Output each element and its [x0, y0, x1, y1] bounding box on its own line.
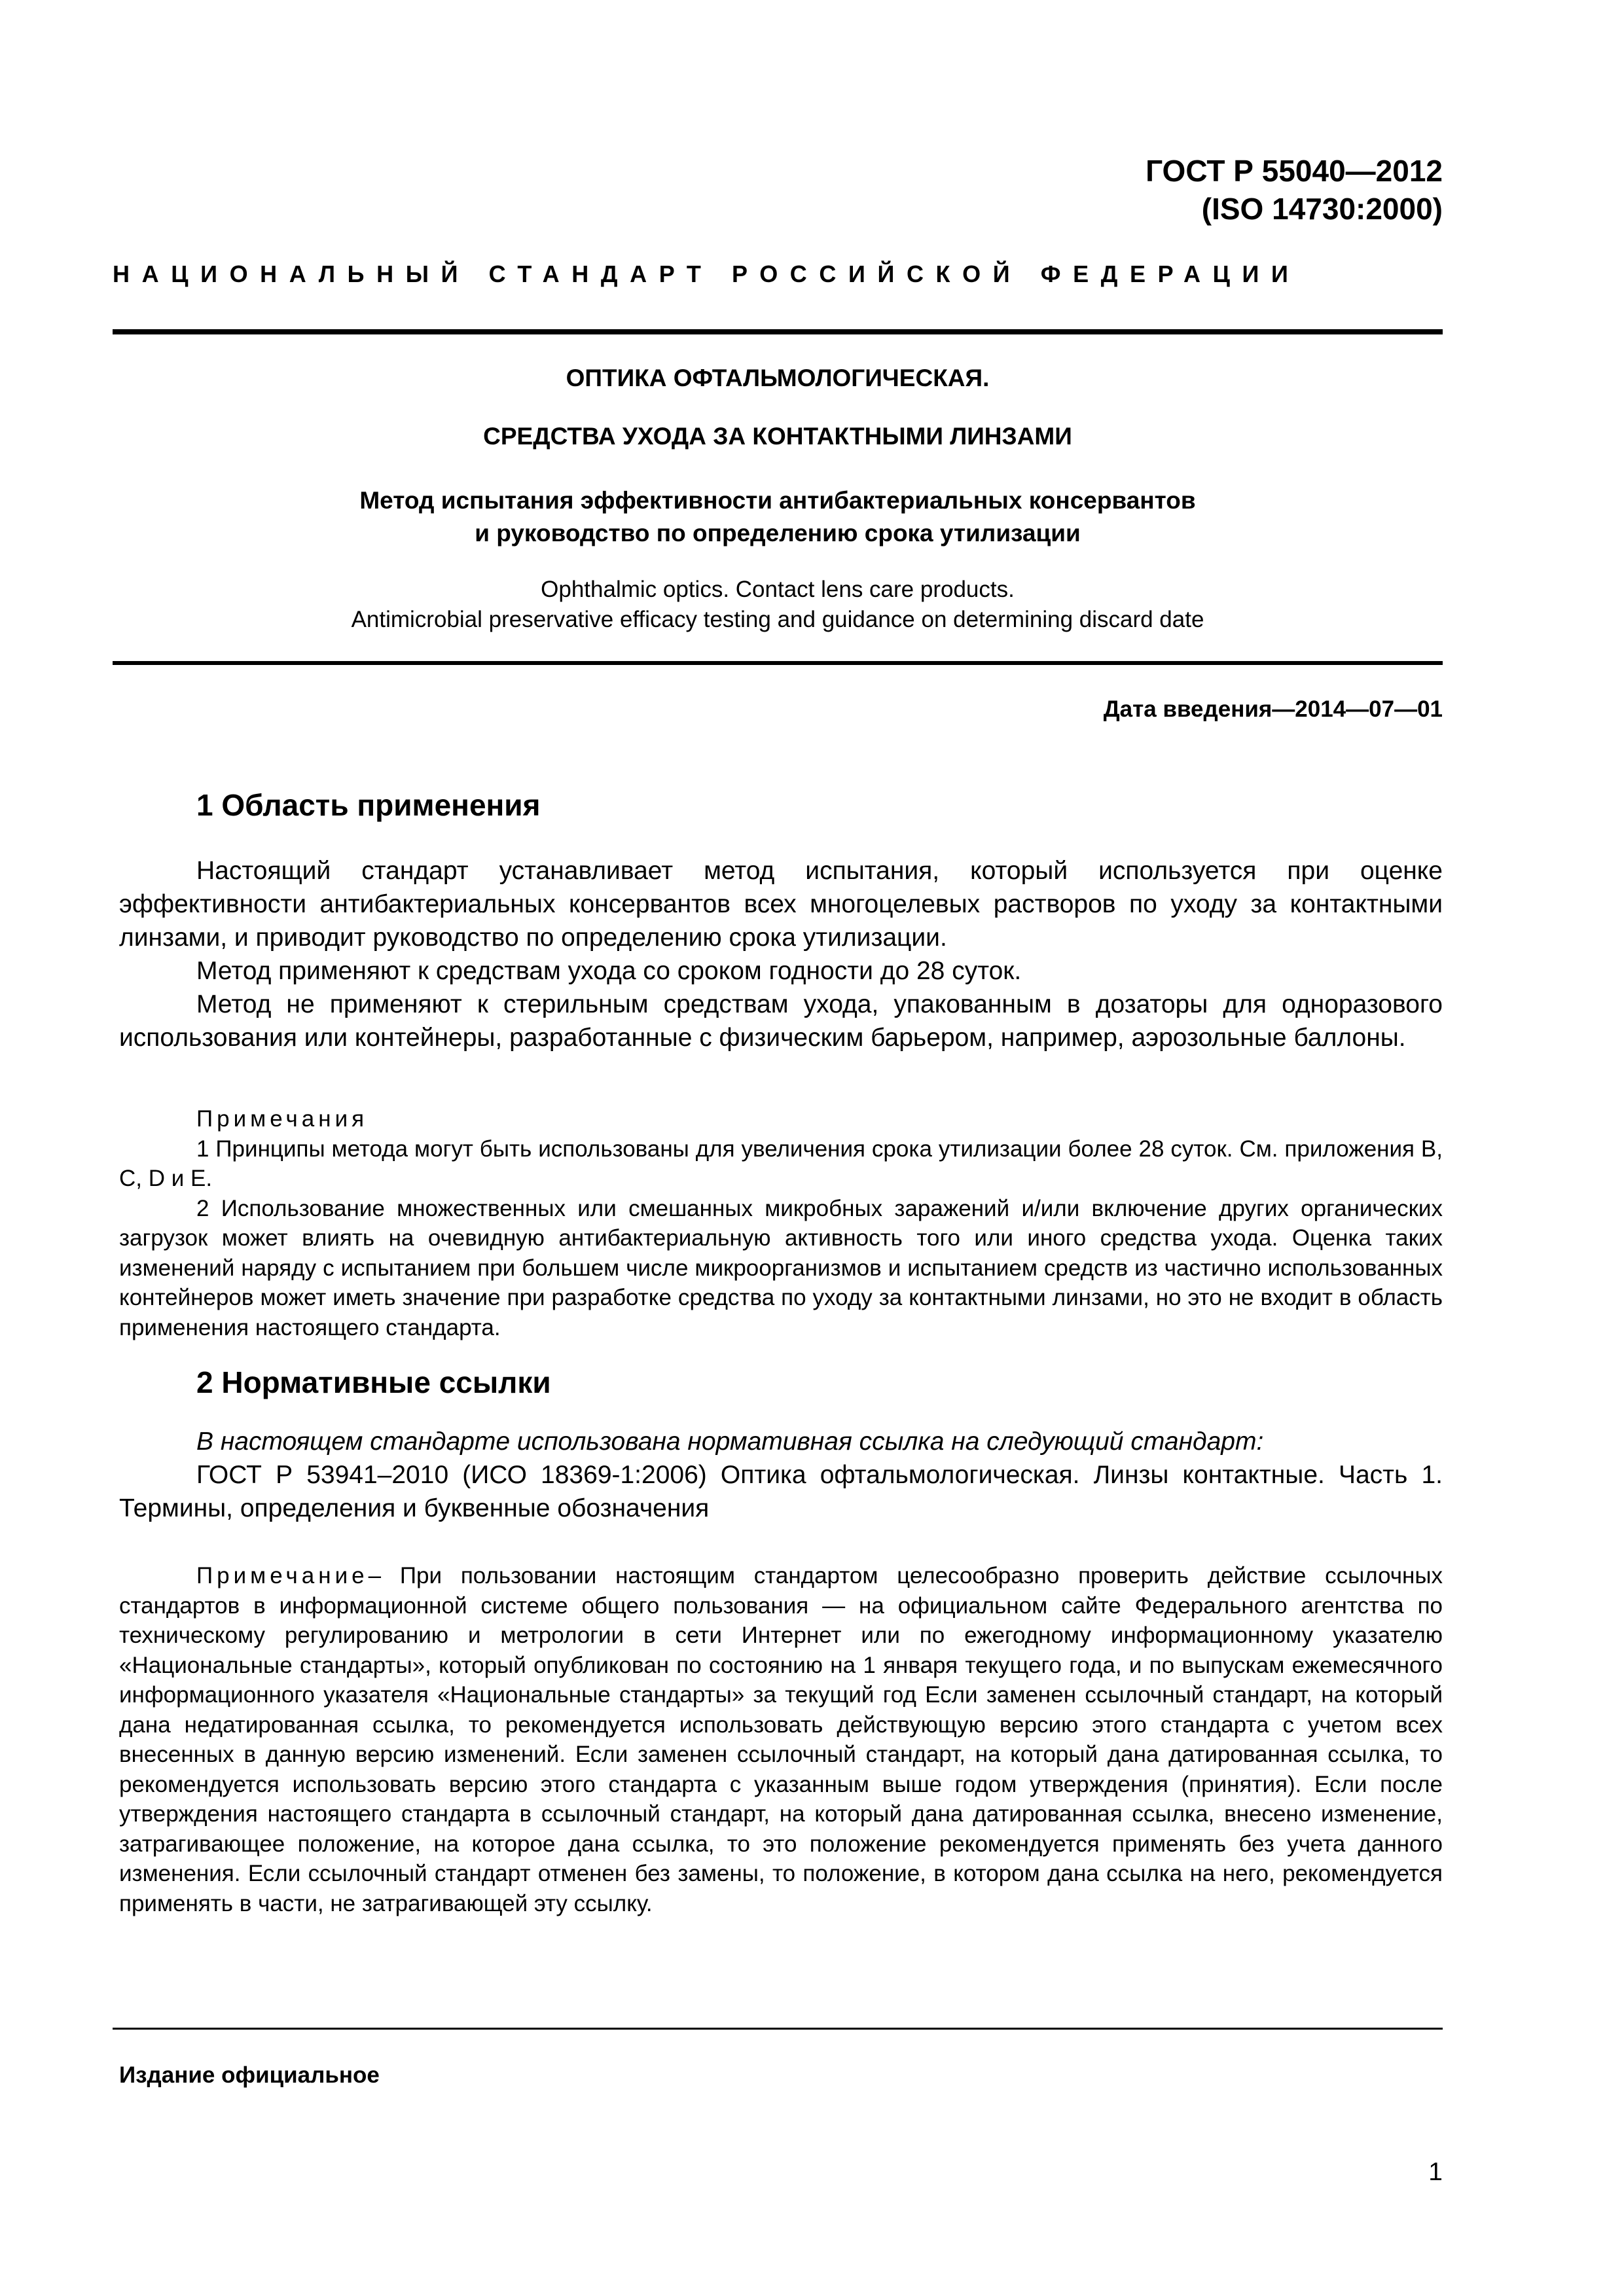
gost-number: ГОСТ Р 55040—2012 [1146, 154, 1443, 188]
english-title [113, 575, 1443, 635]
section-2-heading: 2 Нормативные ссылки [196, 1365, 551, 1399]
section-2-note [119, 1561, 1443, 1918]
note-1: 1 Принципы метода могут быть использованы для увеличения срока утилизации более 28 суток. См. приложения B, C, D и E. [119, 1136, 1443, 1191]
note-paragraph [119, 1561, 1443, 1918]
notes-title [119, 1104, 1443, 1134]
paragraph: Метод не применяют к стерильным средствам ухода, упакованным в дозаторы для одноразового использования или контейнеры, разработанные с физическим барьером, например, аэрозольные баллоны. [119, 990, 1443, 1052]
title-bottom-rule [113, 661, 1443, 665]
section-1-notes [119, 1104, 1443, 1342]
paragraph: Метод применяют к средствам ухода со сроком годности до 28 суток. [196, 957, 1022, 985]
reference-item: ГОСТ Р 53941–2010 (ИСО 18369-1:2006) Оптика офтальмологическая. Линзы контактные. Часть 1. Термины, определения и буквенные обозначения [119, 1461, 1443, 1522]
title-subtitle [113, 484, 1443, 550]
note-text: – При пользовании настоящим стандартом целесообразно проверить действие ссылочных стандартов в информационной системе общего пользования — на официальном сайте Федерального агентства по техническому регулированию и метрологии в сети Интернет или по ежегодному информационному указателю «Национальные стандарты», который опубликован по состоянию на 1 января текущего года, и по выпускам ежемесячного информационного указателя «Национальные стандарты» за текущий год Если заменен ссылочный стандарт, на который дана недатированная ссылка, то рекомендуется использовать действующую версию этого стандарта с учетом всех внесенных в данную версию изменений. Если заменен ссылочный стандарт, на который дана датированная ссылка, то рекомендуется использовать версию этого стандарта с указанным выше годом утверждения (принятия). Если после утверждения настоящего стандарта в ссылочный стандарт, на который дана датированная ссылка, внесено изменение, затрагивающее положение, на которое дана ссылка, то это положение рекомендуется применять без учета данного изменения. Если ссылочный стандарт отменен без замены, то положение, в котором дана ссылка на него, рекомендуется применять в части, не затрагивающей эту ссылку. [119, 1563, 1443, 1916]
note-label: Примечание [196, 1563, 369, 1588]
title-line-3a: Метод испытания эффективности антибактериальных консервантов [359, 487, 1196, 514]
title-line-3b: и руководство по определению срока утилизации [475, 520, 1081, 547]
paragraph: Настоящий стандарт устанавливает метод испытания, который используется при оценке эффективности антибактериальных консервантов всех многоцелевых растворов по уходу за контактными линзами, и приводит руководство по определению срока утилизации. [119, 857, 1443, 952]
footer-rule [113, 2028, 1443, 2030]
note-2: 2 Использование множественных или смешанных микробных заражений и/или включение других органических загрузок может влиять на очевидную антибактериальную активность того или иного средства ухода. Оценка таких изменений наряду с испытанием при большем числе микроорганизмов и испытанием средств из частично использованных контейнеров может иметь значение при разработке средства по уходу за контактными линзами, но это не входит в область применения настоящего стандарта. [119, 1195, 1443, 1340]
section-2-body [119, 1425, 1443, 1525]
english-title-line-1: Ophthalmic optics. Contact lens care products. [541, 577, 1015, 602]
iso-number: (ISO 14730:2000) [1201, 192, 1443, 226]
english-title-line-2: Antimicrobial preservative efficacy testing and guidance on determining discard date [351, 607, 1204, 632]
title-line-1: ОПТИКА ОФТАЛЬМОЛОГИЧЕСКАЯ. [566, 365, 990, 391]
notes-title-text: Примечания [196, 1106, 369, 1132]
page-number: 1 [1428, 2158, 1443, 2186]
section-1-heading: 1 Область применения [196, 788, 541, 822]
official-edition-label: Издание официальное [119, 2062, 380, 2088]
document-number [1146, 152, 1443, 228]
paragraph: В настоящем стандарте использована нормативная ссылка на следующий стандарт: [196, 1427, 1264, 1456]
section-1-body [119, 854, 1443, 1054]
introduction-date: Дата введения—2014—07—01 [1103, 696, 1443, 722]
top-rule [113, 329, 1443, 334]
national-standard-banner: НАЦИОНАЛЬНЫЙ СТАНДАРТ РОССИЙСКОЙ ФЕДЕРАЦИИ [113, 260, 1301, 287]
title-line-2: СРЕДСТВА УХОДА ЗА КОНТАКТНЫМИ ЛИНЗАМИ [483, 423, 1072, 450]
